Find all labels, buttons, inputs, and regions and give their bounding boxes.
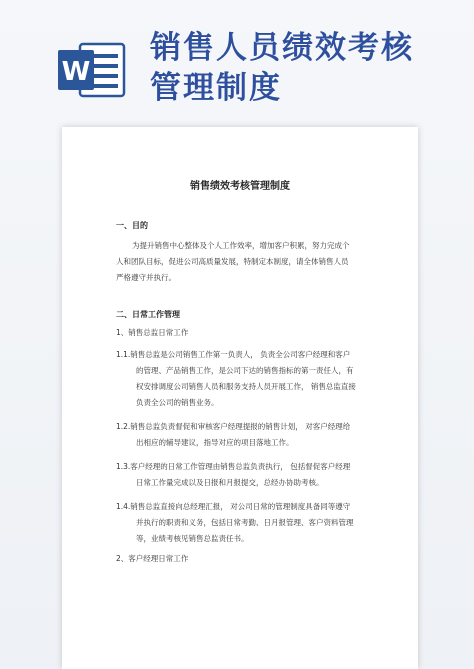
cover-title-line2: 管理制度 bbox=[150, 70, 282, 106]
paragraph-line: 日常工作量完成以及日报和月报提交，总经办协助考核。 bbox=[136, 478, 324, 487]
paragraph-line: 为提升销售中心整体及个人工作效率，增加客户积累，努力完成个 bbox=[132, 241, 350, 250]
paragraph-line: 负责全公司的销售业务。 bbox=[136, 398, 219, 407]
paragraph-line: 2、客户经理日常工作 bbox=[116, 554, 189, 563]
paragraph-line: 并执行的职责和义务，包括日常考勤、日月报管理、客户资料管理 bbox=[136, 518, 354, 527]
cover-title bbox=[150, 28, 470, 108]
paragraph-line: 人和团队目标，促进公司高质量发展，特制定本制度，请全体销售人员 bbox=[116, 257, 349, 266]
word-icon-letter: W bbox=[61, 57, 91, 87]
section-heading-daily-management: 二、日常工作管理 bbox=[116, 310, 180, 319]
paragraph-line: 1、销售总监日常工作 bbox=[116, 328, 189, 337]
paragraph-line: 出相应的辅导建议，指导对应的项目落地工作。 bbox=[136, 438, 294, 447]
paragraph-line: 1.4.销售总监直接向总经理汇报， 对公司日常的管理制度具备同等遵守 bbox=[116, 502, 351, 511]
paragraph-line: 的管理、产品销售工作，是公司下达的销售指标的第一责任人，有 bbox=[136, 366, 354, 375]
paragraph-line: 1.2.销售总监负责督促和审核客户经理提报的销售计划， 对客户经理给 bbox=[116, 422, 351, 431]
document-page bbox=[62, 127, 418, 669]
paragraph-line: 1.3.客户经理的日常工作管理由销售总监负责执行， 包括督促客户经理 bbox=[116, 462, 351, 471]
document-title: 销售绩效考核管理制度 bbox=[190, 181, 290, 192]
section-heading-purpose: 一、目的 bbox=[116, 221, 148, 230]
cover-title-line1: 销售人员绩效考核 bbox=[150, 30, 414, 66]
paragraph-line: 权安排调度公司销售人员和服务支持人员开展工作， 销售总监直接 bbox=[136, 382, 356, 391]
word-icon bbox=[58, 38, 128, 102]
paragraph-line: 1.1.销售总监是公司销售工作第一负责人， 负责全公司客户经理和客户 bbox=[116, 350, 351, 359]
paragraph-line: 等，业绩考核见销售总监责任书。 bbox=[136, 534, 249, 543]
paragraph-line: 严格遵守并执行。 bbox=[116, 273, 176, 282]
